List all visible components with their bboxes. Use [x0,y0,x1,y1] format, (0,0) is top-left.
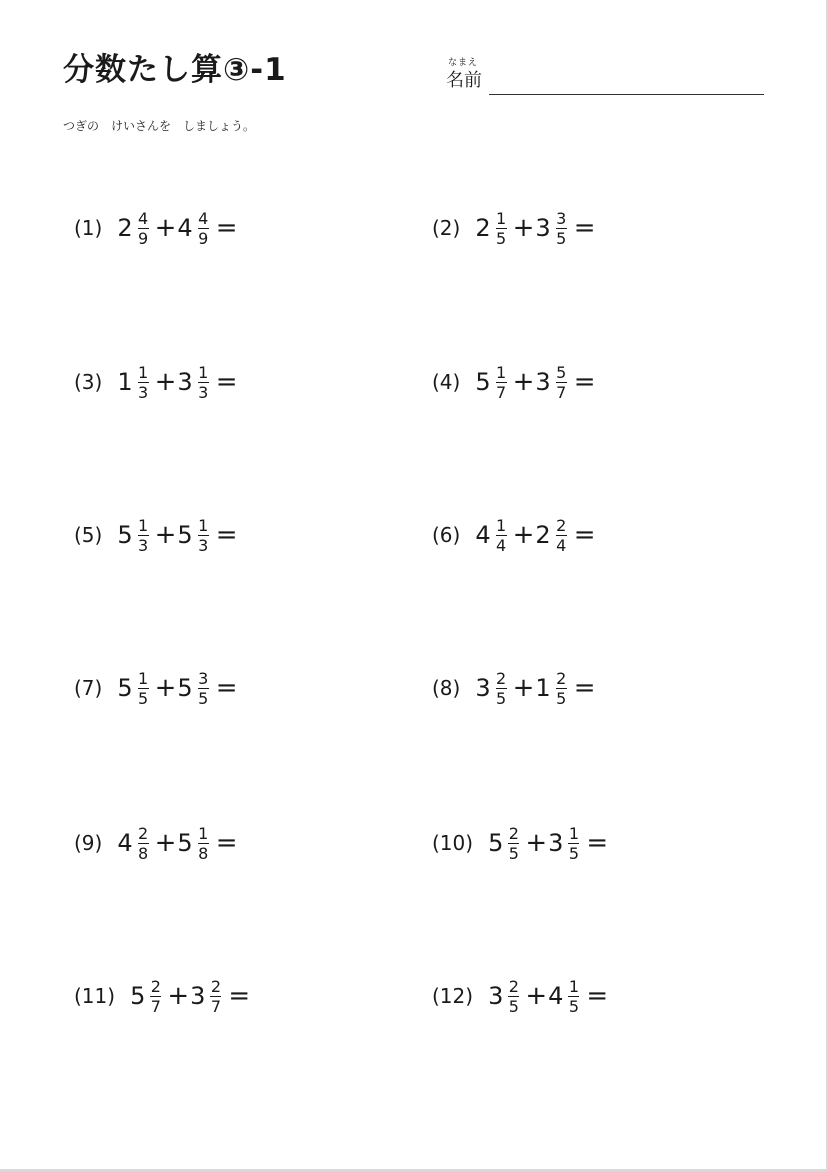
numerator: 1 [138,515,149,535]
equals-sign: = [573,213,596,243]
problem-item [432,813,608,873]
problem-number: (11) [74,984,116,1008]
denominator: 9 [198,228,209,248]
whole-number: 3 [535,214,551,242]
plus-sign: + [167,981,190,1011]
denominator: 8 [138,843,149,863]
equals-sign: = [586,981,609,1011]
instruction-text: つぎの けいさんを しましょう。 [63,119,256,133]
equals-sign: = [215,673,238,703]
whole-number: 3 [190,982,206,1010]
whole-number: 1 [535,674,551,702]
problem-number: (2) [432,216,461,240]
fraction [198,210,209,247]
whole-number: 4 [117,829,133,857]
numerator: 2 [508,823,519,843]
whole-number: 1 [117,368,133,396]
numerator: 4 [138,208,149,228]
denominator: 3 [138,382,149,402]
numerator: 2 [556,515,567,535]
problem-item [74,966,250,1026]
problem-item [74,813,238,873]
fraction [198,517,209,554]
problem-number: (1) [74,216,103,240]
numerator: 1 [138,668,149,688]
denominator: 3 [198,535,209,555]
problem-number: (4) [432,370,461,394]
numerator: 5 [556,362,567,382]
fraction [556,517,567,554]
fraction [150,978,161,1015]
denominator: 7 [496,382,507,402]
equals-sign: = [573,367,596,397]
denominator: 9 [138,228,149,248]
plus-sign: + [525,828,548,858]
fraction [508,978,519,1015]
fraction [568,825,579,862]
whole-number: 3 [488,982,504,1010]
denominator: 4 [496,535,507,555]
plus-sign: + [512,367,535,397]
name-ruby: なまえ [448,58,479,68]
denominator: 5 [556,688,567,708]
whole-number: 2 [117,214,133,242]
numerator: 1 [568,976,580,996]
whole-number: 5 [488,829,504,857]
problem-number: (8) [432,676,461,700]
numerator: 2 [556,668,567,688]
denominator: 5 [568,996,580,1016]
whole-number: 5 [117,674,133,702]
whole-number: 5 [117,521,133,549]
denominator: 4 [556,535,567,555]
whole-number: 2 [535,521,551,549]
fraction [198,364,209,401]
numerator: 1 [496,208,507,228]
equals-sign: = [215,520,238,550]
problem-number: (3) [74,370,103,394]
denominator: 7 [150,996,161,1016]
numerator: 2 [210,976,222,996]
fraction [138,670,149,707]
fraction [496,670,507,707]
whole-number: 5 [130,982,146,1010]
denominator: 3 [198,382,209,402]
fraction [138,210,149,247]
denominator: 5 [556,228,567,248]
plus-sign: + [154,673,177,703]
fraction [508,825,519,862]
equals-sign: = [586,828,609,858]
numerator: 1 [198,823,209,843]
numerator: 1 [138,362,149,382]
fraction [496,210,507,247]
fraction [496,364,507,401]
equals-sign: = [228,981,251,1011]
plus-sign: + [154,520,177,550]
denominator: 5 [508,996,519,1016]
fraction [568,978,579,1015]
equals-sign: = [215,367,238,397]
plus-sign: + [154,828,177,858]
numerator: 2 [508,976,519,996]
equals-sign: = [573,673,596,703]
denominator: 7 [556,382,567,402]
whole-number: 3 [548,829,564,857]
numerator: 4 [198,208,209,228]
problem-number: (9) [74,831,103,855]
fraction [556,364,567,401]
whole-number: 2 [475,214,491,242]
equals-sign: = [573,520,596,550]
problem-number: (12) [432,984,474,1008]
equals-sign: = [215,828,238,858]
name-field[interactable] [446,58,766,98]
numerator: 3 [198,668,209,688]
name-label: 名前 [446,70,482,91]
whole-number: 4 [548,982,564,1010]
denominator: 5 [138,688,149,708]
name-write-line[interactable] [489,94,764,95]
worksheet-title: 分数たし算③-1 [63,52,287,88]
denominator: 5 [508,843,519,863]
problem-item [432,658,596,718]
whole-number: 3 [177,368,193,396]
plus-sign: + [512,213,535,243]
fraction [138,364,149,401]
fraction [496,517,507,554]
fraction [556,210,567,247]
problem-item [74,198,238,258]
problem-number: (6) [432,523,461,547]
denominator: 5 [198,688,209,708]
numerator: 1 [496,515,507,535]
problem-item [74,658,238,718]
numerator: 3 [556,208,567,228]
whole-number: 4 [177,214,193,242]
equals-sign: = [215,213,238,243]
problem-number: (5) [74,523,103,547]
problem-item [432,505,596,565]
whole-number: 5 [177,521,193,549]
numerator: 2 [496,668,507,688]
fraction [138,825,149,862]
denominator: 3 [138,535,149,555]
numerator: 2 [150,976,161,996]
plus-sign: + [525,981,548,1011]
numerator: 2 [138,823,149,843]
denominator: 5 [496,228,507,248]
fraction [138,517,149,554]
problem-number: (7) [74,676,103,700]
numerator: 1 [198,362,209,382]
fraction [198,825,209,862]
denominator: 5 [568,843,580,863]
plus-sign: + [154,213,177,243]
denominator: 7 [210,996,222,1016]
numerator: 1 [568,823,580,843]
fraction [198,670,209,707]
problem-item [432,352,596,412]
plus-sign: + [154,367,177,397]
whole-number: 3 [535,368,551,396]
whole-number: 3 [475,674,491,702]
whole-number: 4 [475,521,491,549]
fraction [556,670,567,707]
problem-item [74,352,238,412]
problem-item [432,198,596,258]
problem-item [432,966,608,1026]
denominator: 8 [198,843,209,863]
plus-sign: + [512,673,535,703]
fraction [210,978,221,1015]
whole-number: 5 [177,829,193,857]
whole-number: 5 [177,674,193,702]
problem-item [74,505,238,565]
plus-sign: + [512,520,535,550]
problem-number: (10) [432,831,474,855]
whole-number: 5 [475,368,491,396]
numerator: 1 [496,362,507,382]
numerator: 1 [198,515,209,535]
denominator: 5 [496,688,507,708]
